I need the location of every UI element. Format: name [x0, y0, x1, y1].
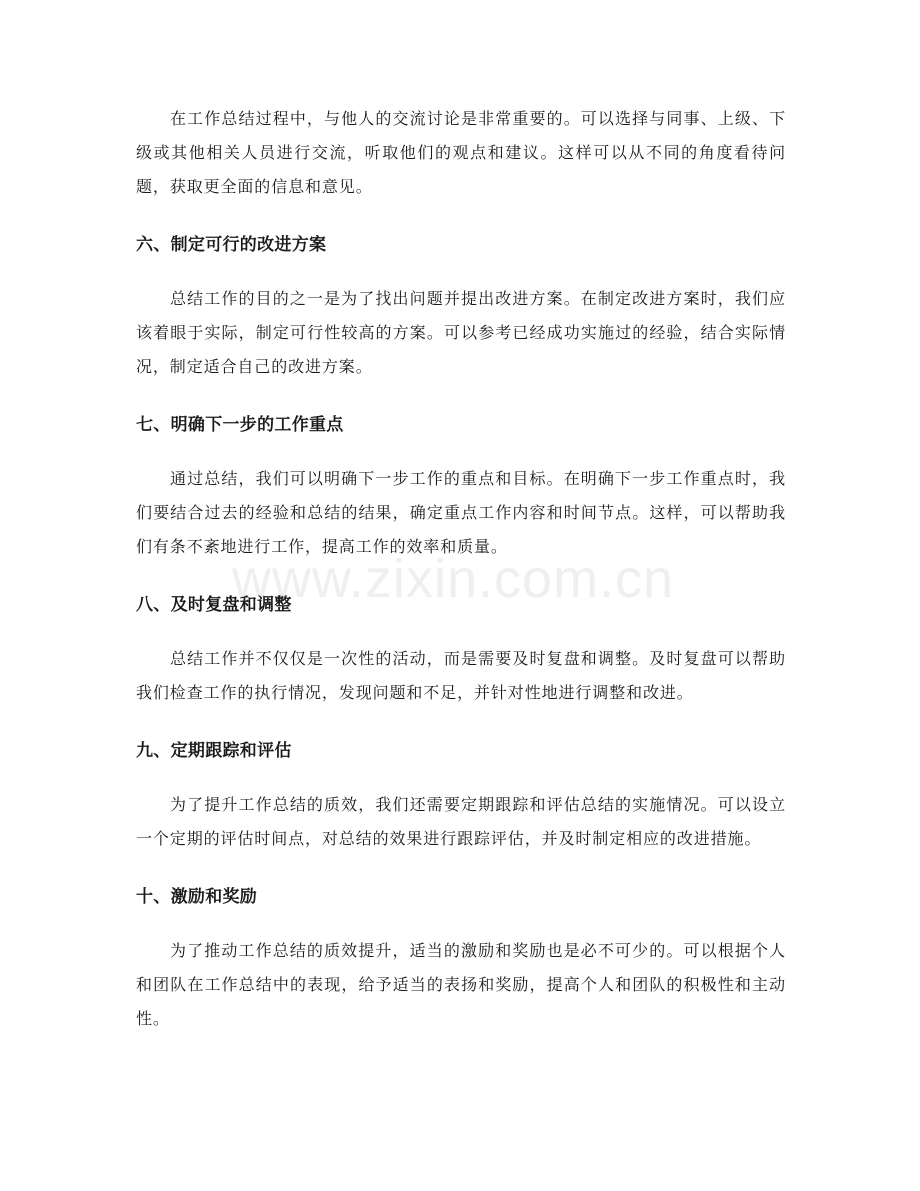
- site-watermark: www.zixin.com.cn: [232, 549, 675, 609]
- section-heading-6: 六、制定可行的改进方案: [136, 235, 327, 255]
- section-heading-10: 十、激励和奖励: [136, 887, 258, 907]
- section-heading-9: 九、定期跟踪和评估: [136, 741, 292, 761]
- section-heading-8: 八、及时复盘和调整: [136, 595, 292, 615]
- document-body: [136, 102, 786, 1036]
- paragraph-next-focus: 通过总结，我们可以明确下一步工作的重点和目标。在明确下一步工作重点时，我们要结合过去的经验和总结的结果，确定重点工作内容和时间节点。这样，可以帮助我们有条不紊地进行工作，提高工作的效率和质量。: [136, 469, 786, 556]
- paragraph-communication: 在工作总结过程中，与他人的交流讨论是非常重要的。可以选择与同事、上级、下级或其他相关人员进行交流，听取他们的观点和建议。这样可以从不同的角度看待问题，获取更全面的信息和意见。: [136, 109, 786, 196]
- paragraph-review-adjust: 总结工作并不仅仅是一次性的活动，而是需要及时复盘和调整。及时复盘可以帮助我们检查工作的执行情况，发现问题和不足，并针对性地进行调整和改进。: [136, 649, 786, 702]
- paragraph-track-evaluate: 为了提升工作总结的质效，我们还需要定期跟踪和评估总结的实施情况。可以设立一个定期的评估时间点，对总结的效果进行跟踪评估，并及时制定相应的改进措施。: [136, 795, 786, 848]
- paragraph-improvement-plan: 总结工作的目的之一是为了找出问题并提出改进方案。在制定改进方案时，我们应该着眼于实际，制定可行性较高的方案。可以参考已经成功实施过的经验，结合实际情况，制定适合自己的改进方案。: [136, 289, 786, 376]
- paragraph-incentive: 为了推动工作总结的质效提升，适当的激励和奖励也是必不可少的。可以根据个人和团队在工作总结中的表现，给予适当的表扬和奖励，提高个人和团队的积极性和主动性。: [136, 941, 786, 1028]
- section-heading-7: 七、明确下一步的工作重点: [136, 415, 344, 435]
